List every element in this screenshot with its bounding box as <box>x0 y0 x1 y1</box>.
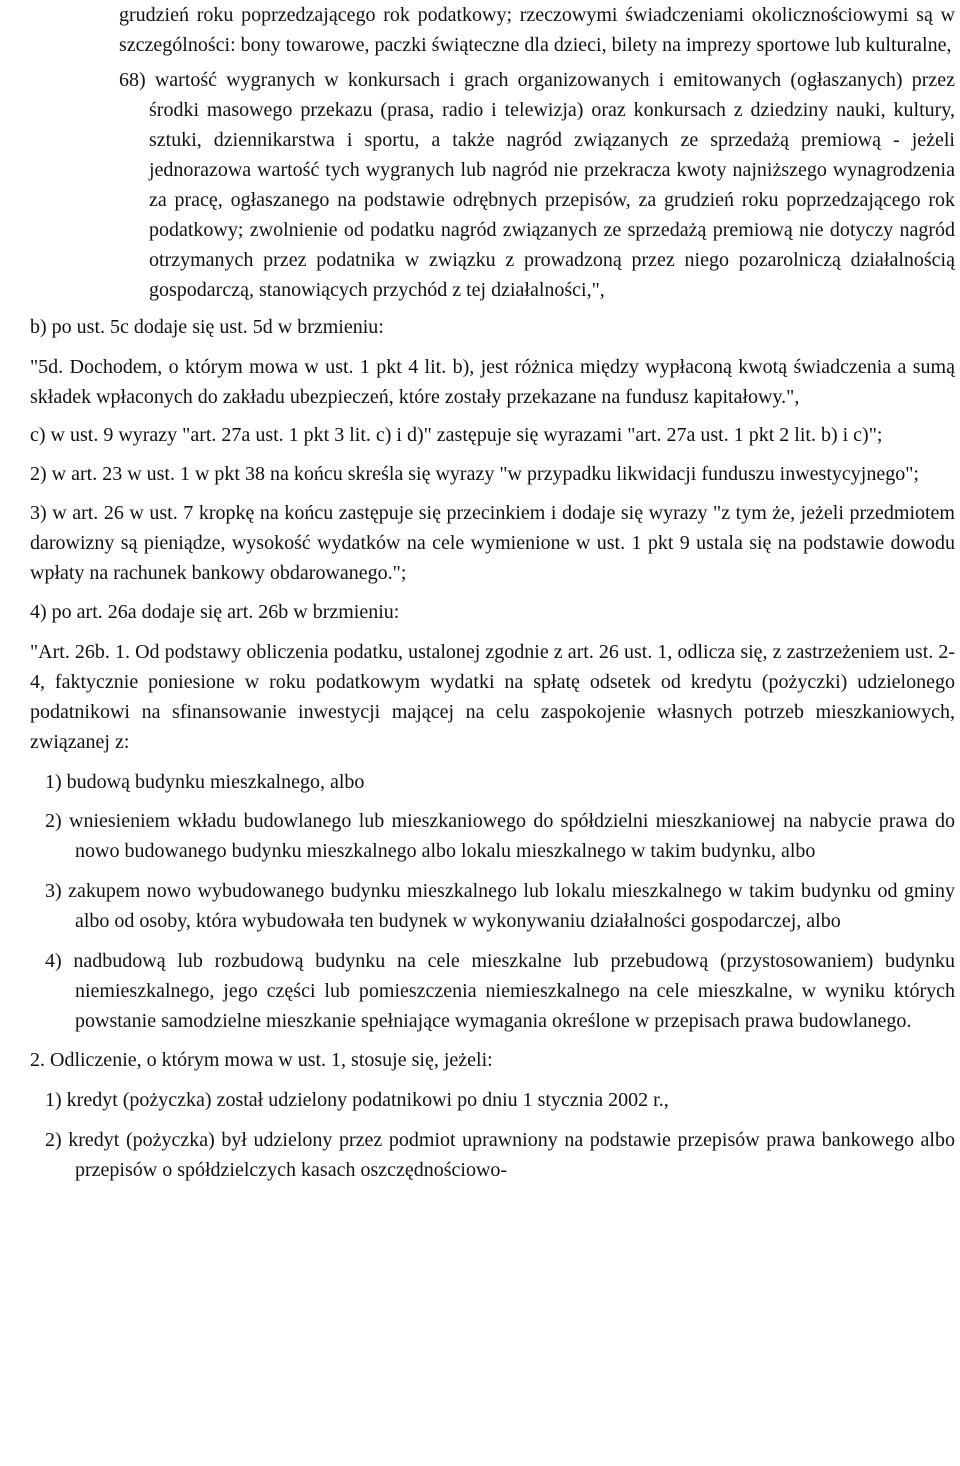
paragraph-section-2: 2. Odliczenie, o którym mowa w ust. 1, stosuje się, jeżeli: <box>30 1049 493 1071</box>
paragraph-item-c: c) w ust. 9 wyrazy "art. 27a ust. 1 pkt 3 lit. c) i d)" zastępuje się wyrazami "art. 27a ust. 1 pkt 2 lit. b) i c)"; <box>30 424 883 446</box>
paragraph-point-3: 3) w art. 26 w ust. 7 kropkę na końcu zastępuje się przecinkiem i dodaje się wyrazy "z tym że, jeżeli przedmiotem darowizny są pieniądze, wysokość wydatków na cele wymienione w ust. 1 pkt 9 ustala się na podstawie dowodu wpłaty na rachunek bankowy obdarowanego."; <box>30 502 955 584</box>
paragraph-continuation: grudzień roku poprzedzającego rok podatkowy; rzeczowymi świadczeniami okolicznościowymi są w szczególności: bony towarowe, paczki świąteczne dla dzieci, bilety na imprezy sportowe lub kulturalne, <box>119 4 955 56</box>
list-item-2: 2) wniesieniem wkładu budowlanego lub mieszkaniowego do spółdzielni mieszkaniowej na nabycie prawa do nowo budowanego budynku mieszkalnego albo lokalu mieszkalnego w takim budynku, albo <box>45 810 955 862</box>
paragraph-item-68: 68) wartość wygranych w konkursach i grach organizowanych i emitowanych (ogłaszanych) przez środki masowego przekazu (prasa, radio i telewizja) oraz konkursach z dziedziny nauki, kultury, sztuki, dziennikarstwa i sportu, a także nagród związanych ze sprzedażą premiową - jeżeli jednorazowa wartość tych wygranych lub nagród nie przekracza kwoty najniższego wynagrodzenia za pracę, ogłaszanego na podstawie odrębnych przepisów, za grudzień roku poprzedzającego rok podatkowy; zwolnienie od podatku nagród związanych ze sprzedażą premiową nie dotyczy nagród otrzymanych przez podatnika w związku z prowadzoną przez niego pozarolniczą działalnością gospodarczą, stanowiących przychód z tej działalności,", <box>119 69 955 301</box>
list-item-3: 3) zakupem nowo wybudowanego budynku mieszkalnego lub lokalu mieszkalnego w takim budynku od gminy albo od osoby, która wybudowała ten budynek w wykonywaniu działalności gospodarczej, albo <box>45 880 955 932</box>
list-item-1: 1) budową budynku mieszkalnego, albo <box>45 771 365 793</box>
paragraph-item-b: b) po ust. 5c dodaje się ust. 5d w brzmieniu: <box>30 316 384 338</box>
list-item-4: 4) nadbudową lub rozbudową budynku na cele mieszkalne lub przebudową (przystosowaniem) budynku niemieszkalnego, jego części lub pomieszczenia niemieszkalnego na cele mieszkalne, w wyniku których powstanie samodzielne mieszkanie spełniające wymagania określone w przepisach prawa budowlanego. <box>45 950 955 1032</box>
paragraph-art-26b: "Art. 26b. 1. Od podstawy obliczenia podatku, ustalonej zgodnie z art. 26 ust. 1, odlicza się, z zastrzeżeniem ust. 2-4, faktycznie poniesione w roku podatkowym wydatki na spłatę odsetek od kredytu (pożyczki) udzielonego podatnikowi na sfinansowanie inwestycji mającej na celu zaspokojenie własnych potrzeb mieszkaniowych, związanej z: <box>30 641 955 753</box>
paragraph-point-2: 2) w art. 23 w ust. 1 w pkt 38 na końcu skreśla się wyrazy "w przypadku likwidacji funduszu inwestycyjnego"; <box>30 463 919 485</box>
list-item-section-2-2: 2) kredyt (pożyczka) był udzielony przez podmiot uprawniony na podstawie przepisów prawa bankowego albo przepisów o spółdzielczych kasach oszczędnościowo- <box>45 1129 955 1181</box>
paragraph-point-4: 4) po art. 26a dodaje się art. 26b w brzmieniu: <box>30 601 400 623</box>
list-item-section-2-1: 1) kredyt (pożyczka) został udzielony podatnikowi po dniu 1 stycznia 2002 r., <box>45 1089 669 1111</box>
paragraph-quote-5d: "5d. Dochodem, o którym mowa w ust. 1 pkt 4 lit. b), jest różnica między wypłaconą kwotą świadczenia a sumą składek wpłaconych do zakładu ubezpieczeń, które zostały przekazane na fundusz kapitałowy.", <box>30 356 955 408</box>
